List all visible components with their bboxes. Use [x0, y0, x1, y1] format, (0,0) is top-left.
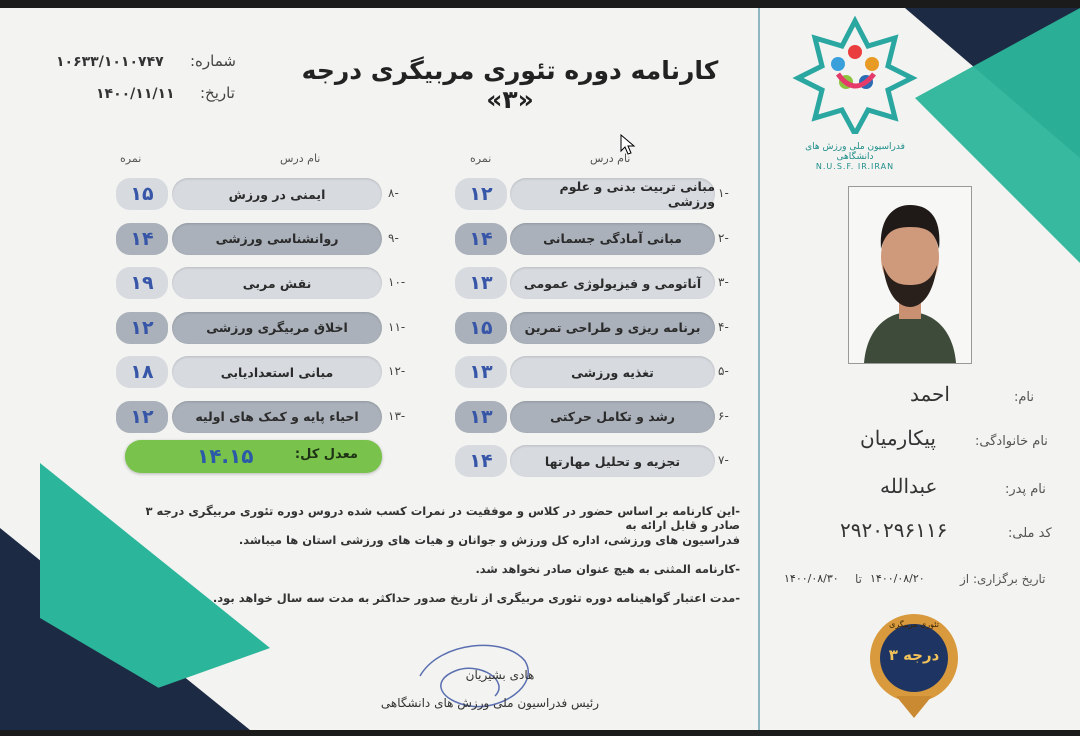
- name-label: نام:: [1014, 390, 1035, 405]
- row-number: -۱۳: [388, 408, 406, 423]
- period-label: تاریخ برگزاری: از: [960, 572, 1046, 586]
- average-bar: [125, 440, 382, 473]
- subject-name: ایمنی در ورزش: [172, 178, 382, 210]
- subject-name: تغذیه ورزشی: [510, 356, 715, 388]
- mouse-cursor-icon: [620, 134, 636, 156]
- id-label: کد ملی:: [1008, 526, 1052, 541]
- subject-grade: ۱۳: [455, 401, 507, 433]
- subject-name: مبانی تربیت بدنی و علوم ورزشی: [510, 178, 715, 210]
- page-title: کارنامه دوره تئوری مربیگری درجه «۳»: [301, 56, 719, 114]
- subject-header-left: نام درس: [280, 152, 321, 165]
- subject-grade: ۱۵: [455, 312, 507, 344]
- person-portrait-icon: [849, 187, 971, 363]
- signer-name: هادی بشیریان: [465, 668, 535, 682]
- subject-grade: ۱۴: [455, 445, 507, 477]
- average-label: معدل کل:: [294, 447, 358, 462]
- note-line-4: -مدت اعتبار گواهینامه دوره تئوری مربیگری از تاریخ صدور حداکثر به مدت سه سال خواهد بود.: [212, 591, 740, 605]
- note-line-2: فدراسیون های ورزشی، اداره کل ورزش و جوانان و هیات های ورزشی استان ها میباشد.: [238, 533, 740, 547]
- row-number: -۱۲: [388, 364, 406, 378]
- logo-star-icon: [790, 16, 920, 134]
- subject-grade: ۱۵: [116, 178, 168, 210]
- subject-name: اخلاق مربیگری ورزشی: [172, 312, 382, 344]
- grade-header-right: نمره: [470, 152, 492, 165]
- date-label: تاریخ:: [200, 84, 235, 102]
- certificate-paper: [0, 8, 1080, 730]
- subject-grade: ۱۳: [455, 356, 507, 388]
- row-number: -۶: [718, 408, 729, 423]
- subject-name: رشد و تکامل حرکتی: [510, 401, 715, 433]
- family-label: نام خانوادگی:: [975, 434, 1048, 449]
- subject-name: تجزیه و تحلیل مهارتها: [510, 445, 715, 477]
- profile-photo: [848, 186, 972, 364]
- column-divider: [758, 8, 760, 730]
- average-value: ۱۴.۱۵: [197, 444, 254, 468]
- subject-grade: ۱۸: [116, 356, 168, 388]
- subject-grade: ۱۲: [116, 401, 168, 433]
- logo-text-fa: فدراسیون ملی ورزش های دانشگاهی: [805, 142, 905, 162]
- family-value: پیکارمیان: [860, 426, 936, 450]
- badge-top-text: تئوری مربیگری: [889, 620, 939, 629]
- subject-header-right: نام درس: [590, 152, 631, 165]
- row-number: -۷: [718, 453, 729, 467]
- subject-grade: ۱۲: [116, 312, 168, 344]
- grade-header-left: نمره: [120, 152, 142, 165]
- row-number: -۱۰: [388, 275, 406, 289]
- subject-name: آناتومی و فیزیولوژی عمومی: [510, 267, 715, 299]
- date-value: ۱۴۰۰/۱۱/۱۱: [96, 86, 175, 102]
- subject-name: مبانی استعدادیابی: [172, 356, 382, 388]
- badge-main-text: درجه ۳: [888, 646, 940, 664]
- subject-grade: ۱۴: [455, 223, 507, 255]
- row-number: -۳: [718, 275, 729, 289]
- grade-badge: [866, 608, 962, 718]
- signer-role: رئیس فدراسیون ملی ورزش های دانشگاهی: [380, 696, 600, 710]
- row-number: -۵: [718, 364, 729, 378]
- subject-grade: ۱۴: [116, 223, 168, 255]
- number-value: ۱۰۶۳۳/۱۰۱۰۷۴۷: [56, 54, 164, 70]
- federation-logo: [790, 16, 920, 186]
- father-value: عبدالله: [880, 474, 938, 498]
- note-line-1: -این کارنامه بر اساس حضور در کلاس و موفقیت در نمرات کسب شده دروس دوره تئوری مربیگری درجه ۳ صادر و قابل ارائه به: [145, 504, 740, 532]
- subject-name: برنامه ریزی و طراحی تمرین: [510, 312, 715, 344]
- name-value: احمد: [910, 382, 950, 406]
- row-number: -۱: [718, 186, 729, 200]
- note-line-3: -کارنامه المثنی به هیچ عنوان صادر نخواهد شد.: [475, 562, 740, 576]
- row-number: -۱۱: [388, 319, 406, 334]
- subject-name: روانشناسی ورزشی: [172, 223, 382, 255]
- subject-grade: ۱۲: [455, 178, 507, 210]
- number-label: شماره:: [190, 52, 236, 70]
- id-value: ۲۹۲۰۲۹۶۱۱۶: [840, 518, 948, 542]
- row-number: -۸: [388, 186, 399, 200]
- father-label: نام پدر:: [1005, 482, 1046, 497]
- row-number: -۲: [718, 230, 729, 245]
- subject-grade: ۱۹: [116, 267, 168, 299]
- subject-name: مبانی آمادگی جسمانی: [510, 223, 715, 255]
- subject-name: احیاء پایه و کمک های اولیه: [172, 401, 382, 433]
- period-to: ۱۴۰۰/۰۸/۳۰: [784, 572, 839, 585]
- row-number: -۹: [388, 230, 399, 245]
- period-from: ۱۴۰۰/۰۸/۲۰: [870, 572, 925, 585]
- subject-grade: ۱۳: [455, 267, 507, 299]
- row-number: -۴: [718, 319, 729, 334]
- period-to-label: تا: [855, 572, 862, 586]
- subject-name: نقش مربی: [172, 267, 382, 299]
- logo-text-en: N.U.S.F. IR.IRAN: [815, 162, 895, 171]
